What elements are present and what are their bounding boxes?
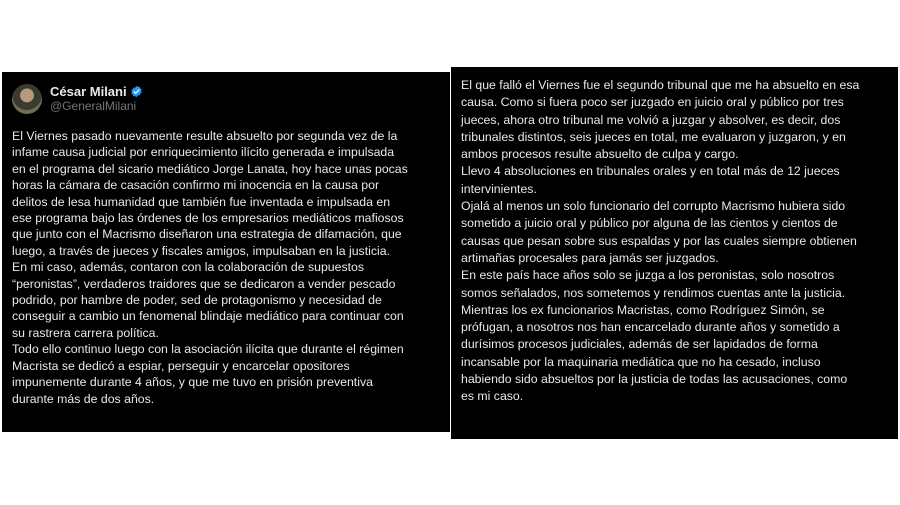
avatar[interactable]	[12, 84, 42, 114]
name-row	[50, 84, 143, 99]
post-paragraph: En mi caso, además, contaron con la colaboración de supuestos “peronistas”, verdaderos traidores que se dedicaron a vender pescado podrido, por hambre de poder, sed de protagonismo y necesidad de conseguir a cambio un fenomenal blindaje mediático para continuar con su rastrera carrera política.	[12, 260, 404, 340]
post-paragraph: El Viernes pasado nuevamente resulte absuelto por segunda vez de la infame causa judicial por enriquecimiento ilícito generada e impulsada en el programa del sicario mediático Jorge Lanata, hoy hace unas pocas horas la cámara de casación confirmo mi inocencia en la causa por delitos de lesa humanidad que también fue inventada e impulsada en ese programa bajo las órdenes de los empresarios mediáticos mafiosos que junto con el Macrismo diseñaron una estrategia de difamación, que luego, a través de jueces y fiscales amigos, impulsaban en la justicia.	[12, 129, 408, 258]
post-paragraph: Llevo 4 absoluciones en tribunales orales y en total más de 12 jueces intervinientes.	[461, 164, 840, 196]
post-paragraph: Todo ello continuo luego con la asociación ilícita que durante el régimen Macrista se dedicó a espiar, perseguir y encarcelar opositores impunemente durante 4 años, y que me tuvo en prisión preventiva durante más de dos años.	[12, 342, 404, 406]
right-post-screenshot	[451, 67, 898, 439]
author-names	[50, 84, 143, 114]
verified-badge-icon	[130, 85, 143, 98]
handle[interactable]: @GeneralMilani	[50, 99, 137, 113]
post-paragraph: Ojalá al menos un solo funcionario del corrupto Macrismo hubiera sido sometido a juicio oral y público por alguna de las cientos y cientos de causas que pesan sobre sus espaldas y por las cuales siempre obtienen artimañas procesales para jamás ser juzgados.	[461, 199, 857, 265]
display-name[interactable]: César Milani	[50, 84, 127, 99]
post-paragraph: El que falló el Viernes fue el segundo tribunal que me ha absuelto en esa causa. Como si fuera poco ser juzgado en juicio oral y público por tres jueces, ahora otro tribunal me volvió a juzgar y absolver, es decir, dos tribunales distintos, seis jueces en total, me evaluaron y juzgaron, y en ambos procesos resulte absuelto de culpa y cargo.	[461, 78, 860, 162]
post-paragraph: En este país hace años solo se juzga a los peronistas, solo nosotros somos señalados, nos sometemos y rendimos cuentas ante la justicia.	[461, 268, 846, 300]
post-paragraph: Mientras los ex funcionarios Macristas, como Rodríguez Simón, se prófugan, a nosotros nos han encarcelado durante años y sometido a durísimos procesos judiciales, además de ser lapidados de forma incansable por la maquinaria mediática que no ha cesado, incluso habiendo sido absueltos por la justicia de todas las acusaciones, como es mi caso.	[461, 302, 848, 404]
left-post-screenshot	[2, 72, 450, 432]
post-header	[12, 80, 440, 118]
